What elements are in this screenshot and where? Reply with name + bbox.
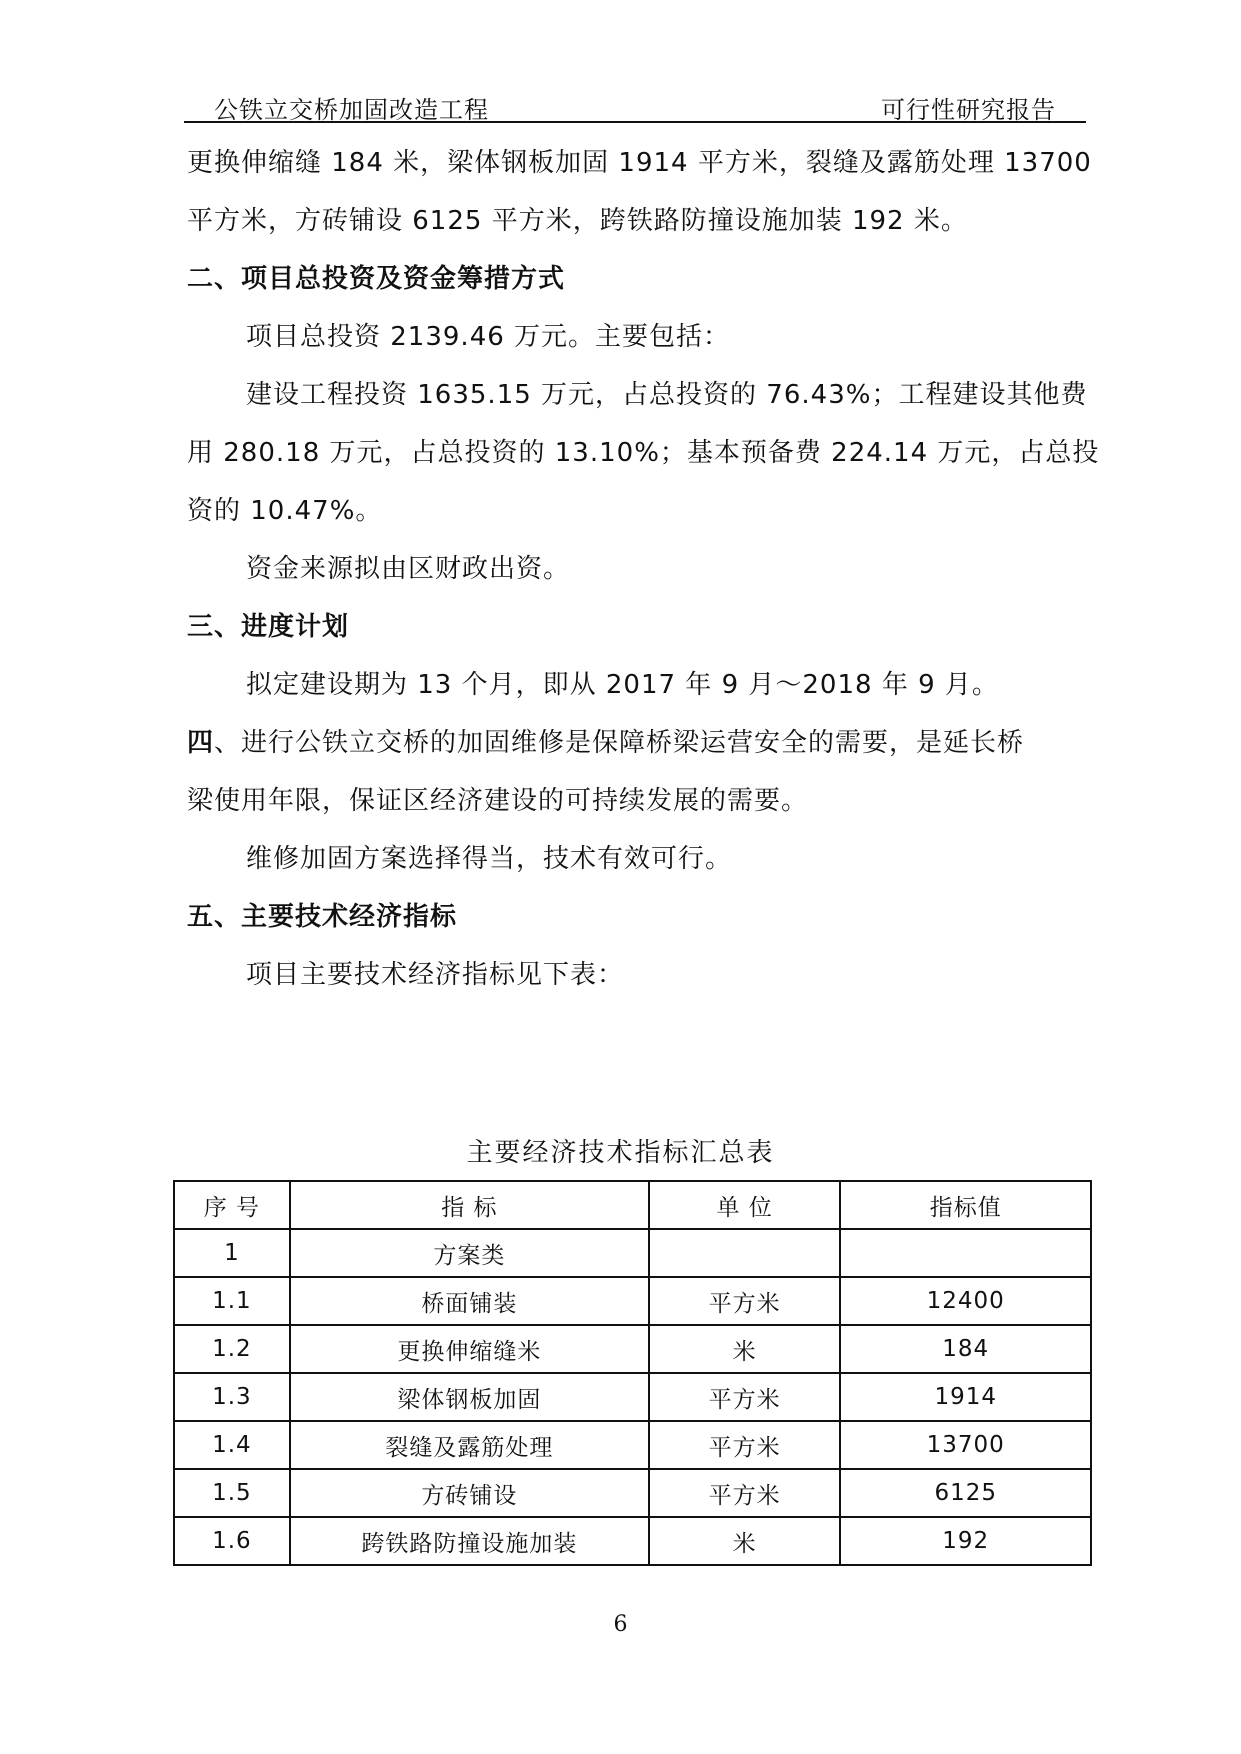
paragraph-line: 维修加固方案选择得当，技术有效可行。 xyxy=(246,844,733,874)
table-cell: 更换伸缩缝米 xyxy=(290,1325,649,1373)
paragraph-line: 项目主要技术经济指标见下表： xyxy=(246,960,625,990)
header-report-type: 可行性研究报告 xyxy=(881,96,1056,124)
column-header: 指 标 xyxy=(290,1181,649,1229)
section-heading-2: 二、项目总投资及资金筹措方式 xyxy=(187,264,566,294)
table-row xyxy=(174,1469,1091,1517)
paragraph-line: 用 280.18 万元，占总投资的 13.10%；基本预备费 224.14 万元，占总投 xyxy=(187,438,1100,468)
table-cell: 6125 xyxy=(840,1469,1091,1517)
section-heading-3: 三、进度计划 xyxy=(187,612,350,642)
section-heading-4-number: 四 xyxy=(187,728,215,758)
table-caption: 主要经济技术指标汇总表 xyxy=(466,1138,775,1168)
column-header: 序 号 xyxy=(174,1181,290,1229)
paragraph-line: 资的 10.47%。 xyxy=(187,496,383,526)
table-cell: 平方米 xyxy=(649,1469,841,1517)
table-cell xyxy=(840,1229,1091,1277)
paragraph-line: 资金来源拟由区财政出资。 xyxy=(246,554,571,584)
section-4-line xyxy=(187,725,1024,761)
table-row xyxy=(174,1373,1091,1421)
table-row xyxy=(174,1229,1091,1277)
table-cell: 1 xyxy=(174,1229,290,1277)
paragraph-line: 梁使用年限，保证区经济建设的可持续发展的需要。 xyxy=(187,786,809,816)
page-header xyxy=(184,86,1086,122)
table-cell: 1.2 xyxy=(174,1325,290,1373)
table-row xyxy=(174,1277,1091,1325)
paragraph-line: 更换伸缩缝 184 米，梁体钢板加固 1914 平方米，裂缝及露筋处理 13700 xyxy=(187,148,1092,178)
paragraph-line: 平方米，方砖铺设 6125 平方米，跨铁路防撞设施加装 192 米。 xyxy=(187,206,968,236)
table-cell: 1.1 xyxy=(174,1277,290,1325)
table-cell: 方砖铺设 xyxy=(290,1469,649,1517)
table-header-row xyxy=(174,1181,1091,1229)
column-header: 单 位 xyxy=(649,1181,841,1229)
table-cell: 1.6 xyxy=(174,1517,290,1565)
table-cell: 方案类 xyxy=(290,1229,649,1277)
table-cell: 184 xyxy=(840,1325,1091,1373)
table-cell: 平方米 xyxy=(649,1421,841,1469)
header-project-title: 公铁立交桥加固改造工程 xyxy=(214,96,489,124)
table-row xyxy=(174,1517,1091,1565)
table-row xyxy=(174,1325,1091,1373)
table-cell: 192 xyxy=(840,1517,1091,1565)
section-heading-5: 五、主要技术经济指标 xyxy=(187,902,458,932)
table-cell: 桥面铺装 xyxy=(290,1277,649,1325)
table-cell: 1914 xyxy=(840,1373,1091,1421)
table-cell: 梁体钢板加固 xyxy=(290,1373,649,1421)
table-cell: 米 xyxy=(649,1325,841,1373)
table-row xyxy=(174,1421,1091,1469)
table-cell xyxy=(649,1229,841,1277)
section-4-text: 、进行公铁立交桥的加固维修是保障桥梁运营安全的需要，是延长桥 xyxy=(214,728,1025,758)
table-cell: 12400 xyxy=(840,1277,1091,1325)
paragraph-line: 拟定建设期为 13 个月，即从 2017 年 9 月～2018 年 9 月。 xyxy=(246,670,999,700)
column-header: 指标值 xyxy=(840,1181,1091,1229)
metrics-table xyxy=(173,1180,1092,1566)
table-cell: 平方米 xyxy=(649,1373,841,1421)
paragraph-line: 建设工程投资 1635.15 万元，占总投资的 76.43%；工程建设其他费 xyxy=(246,380,1088,410)
table-cell: 13700 xyxy=(840,1421,1091,1469)
paragraph-line: 项目总投资 2139.46 万元。主要包括： xyxy=(246,322,731,352)
table-cell: 裂缝及露筋处理 xyxy=(290,1421,649,1469)
table-cell: 1.5 xyxy=(174,1469,290,1517)
table-cell: 1.4 xyxy=(174,1421,290,1469)
table-cell: 米 xyxy=(649,1517,841,1565)
table-cell: 跨铁路防撞设施加装 xyxy=(290,1517,649,1565)
table-cell: 平方米 xyxy=(649,1277,841,1325)
page-number: 6 xyxy=(613,1612,628,1637)
table-cell: 1.3 xyxy=(174,1373,290,1421)
header-divider xyxy=(184,121,1086,123)
